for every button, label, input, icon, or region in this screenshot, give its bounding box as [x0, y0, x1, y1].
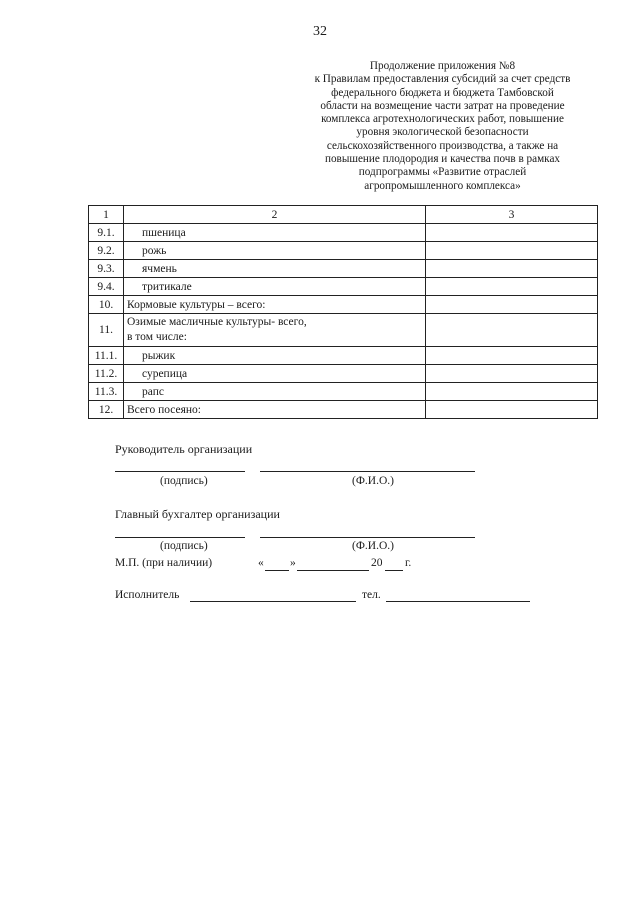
row-text: сурепица [124, 365, 426, 383]
row-text-line: в том числе: [127, 331, 187, 343]
phone-line[interactable] [386, 601, 530, 602]
table-row [89, 242, 598, 260]
row-number: 11.2. [89, 365, 124, 383]
year-suffix: г. [405, 557, 412, 569]
header-line: области на возмещение части затрат на проведение [320, 99, 565, 112]
header-line: комплекса агротехнологических работ, повышение [321, 113, 564, 126]
row-number: 9.2. [89, 242, 124, 260]
header-line: сельскохозяйственного производства, а также на [326, 139, 559, 152]
executor-line[interactable] [190, 601, 356, 602]
header-line: агропромышленного комплекса» [364, 179, 521, 192]
table-row [89, 314, 598, 347]
row-text: рожь [124, 242, 426, 260]
accountant-label: Главный бухгалтер организации [115, 507, 280, 521]
signature-caption: (подпись) [160, 475, 208, 487]
table-row [89, 347, 598, 365]
row-text: тритикале [124, 278, 426, 296]
date-open-quote: « [258, 557, 264, 569]
head-label: Руководитель организации [115, 442, 253, 456]
date-month-line[interactable] [297, 570, 369, 571]
head-name-line[interactable] [260, 471, 475, 472]
date-year-line[interactable] [385, 570, 403, 571]
row-value[interactable] [426, 242, 598, 260]
row-text-line: Озимые масличные культуры- всего, [127, 316, 307, 328]
row-number: 9.1. [89, 224, 124, 242]
table-row [89, 224, 598, 242]
appendix-header [290, 60, 595, 193]
row-number: 9.3. [89, 260, 124, 278]
phone-label: тел. [362, 589, 381, 601]
row-value[interactable] [426, 383, 598, 401]
row-value[interactable] [426, 347, 598, 365]
table-row [89, 260, 598, 278]
row-text: ячмень [124, 260, 426, 278]
page-number: 32 [313, 24, 327, 39]
name-caption: (Ф.И.О.) [352, 540, 394, 552]
row-value[interactable] [426, 401, 598, 419]
header-cell: 3 [426, 206, 598, 224]
row-value[interactable] [426, 224, 598, 242]
header-line: подпрограммы «Развитие отраслей [358, 166, 527, 179]
date-day-line[interactable] [265, 570, 289, 571]
executor-label: Исполнитель [115, 589, 180, 601]
year-prefix: 20 [371, 557, 383, 569]
table-row [89, 383, 598, 401]
table-row [89, 401, 598, 419]
table-row [89, 296, 598, 314]
row-value[interactable] [426, 260, 598, 278]
row-value[interactable] [426, 365, 598, 383]
header-line: Продолжение приложения №8 [369, 60, 516, 72]
header-line: повышение плодородия и качества почв в рамках [324, 153, 561, 166]
header-line: уровня экологической безопасности [356, 126, 529, 139]
signature-caption: (подпись) [160, 540, 208, 552]
row-text: пшеница [124, 224, 426, 242]
row-number: 11.1. [89, 347, 124, 365]
row-value[interactable] [426, 314, 598, 347]
table-row [89, 365, 598, 383]
row-text: Кормовые культуры – всего: [124, 296, 426, 314]
table-row [89, 278, 598, 296]
date-close-quote: » [290, 557, 296, 569]
row-number: 11. [89, 314, 124, 347]
row-number: 12. [89, 401, 124, 419]
stamp-label: М.П. (при наличии) [115, 557, 213, 569]
header-line: федерального бюджета и бюджета Тамбовской [331, 86, 554, 99]
header-cell: 2 [124, 206, 426, 224]
row-number: 9.4. [89, 278, 124, 296]
row-value[interactable] [426, 296, 598, 314]
row-text: рапс [124, 383, 426, 401]
header-line: к Правилам предоставления субсидий за счет средств [314, 73, 571, 86]
row-text: Всего посеяно: [124, 401, 426, 419]
head-signature-line[interactable] [115, 471, 245, 472]
accountant-name-line[interactable] [260, 537, 475, 538]
row-text: рыжик [124, 347, 426, 365]
accountant-signature-line[interactable] [115, 537, 245, 538]
row-number: 10. [89, 296, 124, 314]
header-cell: 1 [89, 206, 124, 224]
table-header-row [89, 206, 598, 224]
row-number: 11.3. [89, 383, 124, 401]
name-caption: (Ф.И.О.) [352, 475, 394, 487]
row-value[interactable] [426, 278, 598, 296]
crops-table [88, 205, 598, 419]
row-text [124, 314, 426, 347]
